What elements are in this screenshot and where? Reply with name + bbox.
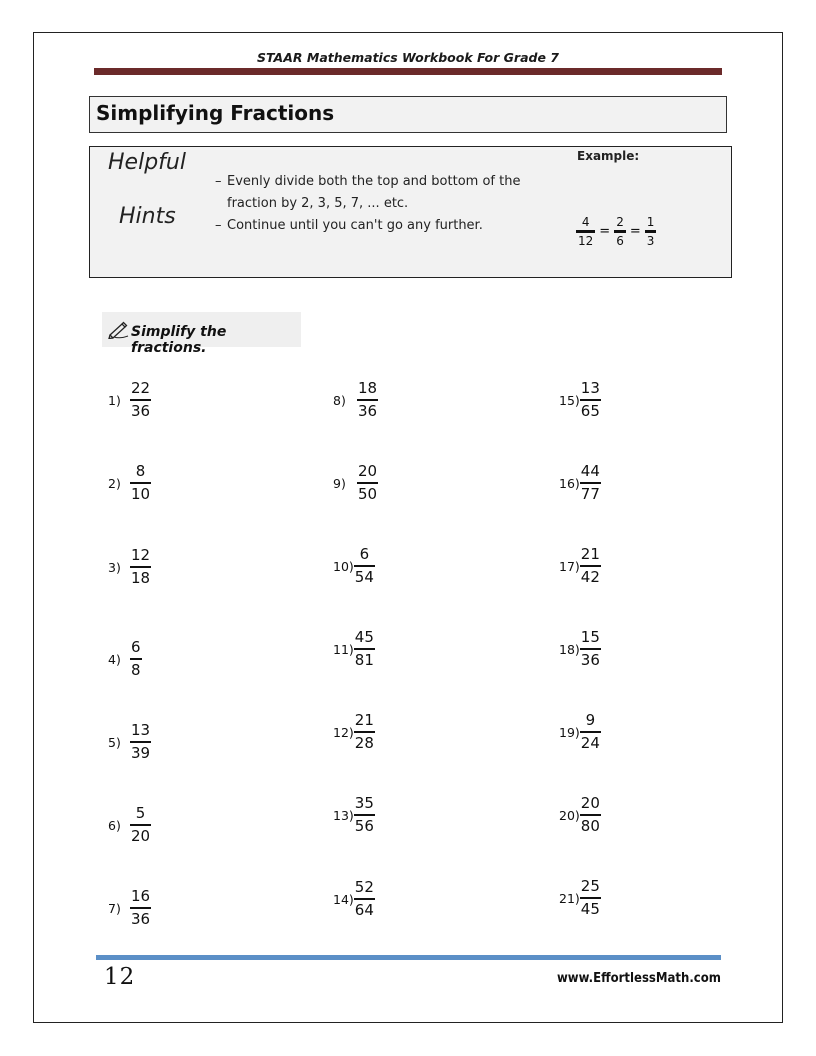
fraction <box>580 463 601 504</box>
fraction-bar <box>357 399 378 402</box>
fraction-denominator: 36 <box>131 910 151 929</box>
problem-number: 21) <box>559 890 580 906</box>
problem-number: 13) <box>333 807 354 823</box>
problem-number: 15) <box>559 392 580 408</box>
fraction-denominator: 81 <box>354 651 374 670</box>
fraction-denominator: 18 <box>131 569 151 588</box>
problem-number: 1) <box>108 392 121 408</box>
problem-14 <box>333 875 375 923</box>
example-fraction <box>614 215 626 248</box>
fraction-denominator: 6 <box>616 233 624 248</box>
problem-13 <box>333 791 375 839</box>
problem-number: 9) <box>333 475 346 491</box>
fraction-denominator: 3 <box>646 233 655 248</box>
fraction-numerator: 13 <box>580 378 600 397</box>
fraction-numerator: 15 <box>580 627 600 646</box>
fraction <box>357 380 378 421</box>
fraction-denominator: 77 <box>580 485 600 504</box>
fraction-bar <box>580 565 601 568</box>
fraction-bar <box>354 565 375 568</box>
fraction <box>130 888 151 929</box>
fraction-denominator: 36 <box>131 402 151 421</box>
fraction-bar <box>130 824 151 827</box>
problem-number: 17) <box>559 558 580 574</box>
fraction-numerator: 22 <box>131 378 151 397</box>
fraction <box>580 795 601 836</box>
page-number: 12 <box>104 964 136 990</box>
hints-title-helpful: Helpful <box>108 150 186 175</box>
problem-2 <box>108 459 151 507</box>
fraction-numerator: 25 <box>580 876 600 895</box>
problem-number: 14) <box>333 891 354 907</box>
problem-9 <box>333 459 378 507</box>
problem-18 <box>559 625 601 673</box>
fraction-denominator: 12 <box>578 233 594 248</box>
instruction-banner <box>102 312 301 356</box>
fraction <box>580 380 601 421</box>
problem-1 <box>108 376 151 424</box>
fraction-bar <box>576 230 595 233</box>
fraction-bar <box>357 482 378 485</box>
fraction-denominator: 24 <box>580 734 600 753</box>
hint-item: – Continue until you can't go any further. <box>215 215 545 237</box>
fraction-denominator: 45 <box>580 900 600 919</box>
fraction-bar <box>580 731 601 734</box>
fraction-numerator: 12 <box>131 545 151 564</box>
problem-number: 3) <box>108 559 121 575</box>
fraction-numerator: 20 <box>580 793 600 812</box>
example-fraction <box>645 215 657 248</box>
section-title-box <box>89 96 727 133</box>
problem-3 <box>108 543 151 591</box>
fraction-bar <box>130 399 151 402</box>
fraction <box>130 463 151 504</box>
instruction-text: Simplify the fractions. <box>131 324 227 356</box>
fraction-numerator: 9 <box>585 710 596 729</box>
fraction-numerator: 45 <box>354 627 374 646</box>
fraction-numerator: 8 <box>135 461 146 480</box>
fraction-bar <box>354 731 375 734</box>
fraction <box>354 629 375 670</box>
fraction-bar <box>580 482 601 485</box>
fraction <box>357 463 378 504</box>
problem-8 <box>333 376 378 424</box>
problem-number: 8) <box>333 392 346 408</box>
fraction <box>130 805 151 846</box>
header-rule <box>94 68 722 75</box>
fraction-bar <box>614 230 626 233</box>
problem-number: 11) <box>333 641 354 657</box>
problem-number: 19) <box>559 724 580 740</box>
problem-7 <box>108 884 151 932</box>
fraction-numerator: 35 <box>354 793 374 812</box>
fraction-denominator: 80 <box>580 817 600 836</box>
fraction-bar <box>130 566 151 569</box>
fraction-numerator: 5 <box>135 803 146 822</box>
equals-sign: = <box>599 223 611 239</box>
problem-16 <box>559 459 601 507</box>
footer-rule <box>96 955 721 960</box>
problem-19 <box>559 708 601 756</box>
fraction-numerator: 2 <box>616 215 624 229</box>
fraction-denominator: 20 <box>131 827 151 846</box>
example-label: Example: <box>577 149 640 163</box>
fraction-denominator: 10 <box>131 485 151 504</box>
equals-sign: = <box>629 223 641 239</box>
website-url: www.EffortlessMath.com <box>557 971 721 986</box>
fraction-numerator: 52 <box>354 877 374 896</box>
problem-10 <box>333 542 375 590</box>
problem-17 <box>559 542 601 590</box>
fraction-bar <box>354 648 375 651</box>
section-title: Simplifying Fractions <box>96 101 335 125</box>
problem-number: 18) <box>559 641 580 657</box>
problem-11 <box>333 625 375 673</box>
problem-number: 2) <box>108 475 121 491</box>
fraction-numerator: 18 <box>358 378 378 397</box>
problem-12 <box>333 708 375 756</box>
fraction-bar <box>130 482 151 485</box>
fraction-bar <box>580 814 601 817</box>
fraction <box>130 380 151 421</box>
fraction <box>580 546 601 587</box>
problem-15 <box>559 376 601 424</box>
problem-6 <box>108 801 151 849</box>
example-equation <box>576 215 656 248</box>
fraction <box>580 629 601 670</box>
fraction-bar <box>580 648 601 651</box>
fraction-denominator: 56 <box>354 817 374 836</box>
problem-number: 20) <box>559 807 580 823</box>
fraction <box>580 712 601 753</box>
fraction <box>354 712 375 753</box>
fraction-bar <box>645 230 657 233</box>
problem-number: 5) <box>108 734 121 750</box>
fraction-numerator: 6 <box>131 637 141 656</box>
fraction <box>130 547 151 588</box>
hints-title-hints: Hints <box>119 204 176 229</box>
fraction-numerator: 6 <box>359 544 370 563</box>
problem-number: 16) <box>559 475 580 491</box>
fraction-numerator: 13 <box>131 720 151 739</box>
fraction-denominator: 36 <box>580 651 600 670</box>
fraction-numerator: 20 <box>358 461 378 480</box>
hint-item: – Evenly divide both the top and bottom of the fraction by 2, 3, 5, 7, ... etc. <box>215 171 545 215</box>
hints-list <box>215 171 545 237</box>
problem-number: 7) <box>108 900 121 916</box>
fraction-numerator: 1 <box>646 215 655 229</box>
example-fraction <box>576 215 595 248</box>
fraction-numerator: 44 <box>580 461 600 480</box>
problem-5 <box>108 718 151 766</box>
workbook-title: STAAR Mathematics Workbook For Grade 7 <box>257 50 559 65</box>
fraction-bar <box>130 658 142 661</box>
fraction-bar <box>580 399 601 402</box>
fraction-numerator: 4 <box>581 215 590 229</box>
problem-20 <box>559 791 601 839</box>
fraction <box>354 795 375 836</box>
fraction-denominator: 54 <box>354 568 374 587</box>
pencil-icon <box>108 321 130 339</box>
fraction-bar <box>354 898 375 901</box>
problem-21 <box>559 874 601 922</box>
fraction-denominator: 64 <box>354 901 374 920</box>
fraction-denominator: 39 <box>131 744 151 763</box>
fraction-bar <box>130 741 151 744</box>
problem-number: 12) <box>333 724 354 740</box>
fraction-bar <box>580 897 601 900</box>
fraction <box>130 639 142 680</box>
problem-number: 4) <box>108 651 121 667</box>
problem-number: 6) <box>108 817 121 833</box>
problem-4 <box>108 635 142 683</box>
fraction <box>354 546 375 587</box>
fraction-denominator: 65 <box>580 402 600 421</box>
fraction-numerator: 21 <box>354 710 374 729</box>
helpful-hints-box <box>89 146 732 278</box>
fraction-denominator: 28 <box>354 734 374 753</box>
fraction-denominator: 36 <box>358 402 378 421</box>
problem-number: 10) <box>333 558 354 574</box>
fraction-bar <box>130 907 151 910</box>
fraction-denominator: 8 <box>131 661 141 680</box>
fraction-denominator: 50 <box>358 485 378 504</box>
fraction <box>130 722 151 763</box>
fraction-bar <box>354 814 375 817</box>
fraction <box>354 879 375 920</box>
fraction-numerator: 16 <box>131 886 151 905</box>
fraction-numerator: 21 <box>580 544 600 563</box>
fraction-denominator: 42 <box>580 568 600 587</box>
fraction <box>580 878 601 919</box>
